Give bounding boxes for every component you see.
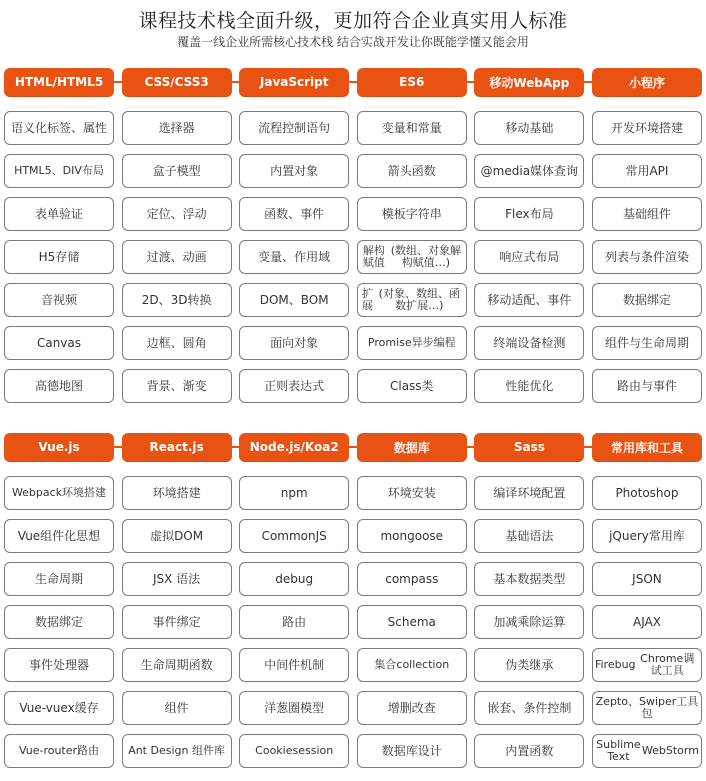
topic-cell: [239, 734, 349, 768]
topic-text: 编译环境配置: [493, 486, 566, 500]
topic-cell: [357, 562, 467, 596]
topic-cell: [474, 519, 584, 553]
topic-cell: [239, 691, 349, 725]
topic-cell: [474, 562, 584, 596]
topic-cell: [239, 369, 349, 403]
topic-cell: [357, 197, 467, 231]
topic-cell: [474, 111, 584, 145]
topic-cell: [474, 605, 584, 639]
topic-text: Photoshop: [615, 486, 679, 500]
topic-cell: [357, 648, 467, 682]
topic-cell: [122, 369, 232, 403]
topic-cell: [357, 154, 467, 188]
topic-cell: [239, 111, 349, 145]
topic-text: Ant Design 组件库: [128, 744, 225, 757]
topic-cell: [4, 605, 114, 639]
topic-cell: [592, 605, 702, 639]
topic-text: Vue组件化思想: [17, 529, 101, 543]
topic-cell: [239, 476, 349, 510]
grid-row: [4, 154, 702, 188]
topic-text: 过渡、动画: [146, 250, 207, 264]
topic-cell: [474, 734, 584, 768]
topic-text: 开发环境搭建: [610, 121, 683, 135]
topic-text: AJAX: [632, 615, 661, 629]
topic-text: 盒子模型: [152, 164, 201, 178]
page-title: 课程技术栈全面升级，更加符合企业真实用人标准: [138, 10, 568, 32]
topic-text: 路由与事件: [616, 379, 677, 393]
column-header: ES6: [357, 68, 467, 96]
topic-cell: [592, 562, 702, 596]
topic-cell: [357, 734, 467, 768]
topic-text: 正则表达式: [264, 379, 325, 393]
grid-row: [4, 691, 702, 725]
header-row: [4, 68, 702, 96]
topic-text: 加减乘除运算: [493, 615, 566, 629]
topic-text: 选择器: [158, 121, 195, 135]
topic-text: 箭头函数: [387, 164, 436, 178]
topic-text: 环境搭建: [152, 486, 201, 500]
topic-cell: [239, 240, 349, 274]
topic-text: 内置函数: [505, 744, 554, 758]
topic-cell: [474, 369, 584, 403]
topic-text: Cookie: [255, 744, 293, 757]
topic-cell: [122, 734, 232, 768]
column-header: 数据库: [357, 433, 467, 461]
topic-text: 面向对象: [270, 336, 319, 350]
topic-cell: [122, 476, 232, 510]
header-connector: [114, 446, 122, 448]
column-header: 小程序: [592, 68, 702, 96]
grid-row: [4, 326, 702, 360]
topic-text: Webpack环境搭建: [11, 486, 107, 499]
header-row: [4, 433, 702, 461]
topic-cell: [239, 283, 349, 317]
topic-text: 环境安装: [387, 486, 436, 500]
topic-text: Zepto、Swiper工具包: [595, 695, 699, 720]
topic-text: 中间件机制: [264, 658, 325, 672]
topic-cell: [239, 605, 349, 639]
topic-text: Schema: [387, 615, 436, 629]
grid-row: [4, 519, 702, 553]
topic-cell: [592, 519, 702, 553]
topic-cell: [592, 283, 702, 317]
topic-text: 事件处理器: [28, 658, 89, 672]
topic-cell: [4, 326, 114, 360]
topic-cell: [122, 283, 232, 317]
topic-text: 列表与条件渲染: [604, 250, 689, 264]
grid-row: [4, 648, 702, 682]
topic-text: 生命周期函数: [140, 658, 213, 672]
topic-text: JSX 语法: [152, 572, 201, 586]
topic-cell: [474, 648, 584, 682]
topic-text: Class类: [389, 379, 434, 393]
column-header: Sass: [474, 433, 584, 461]
header-connector: [114, 81, 122, 83]
column-header: JavaScript: [239, 68, 349, 96]
topic-cell: [4, 648, 114, 682]
topic-text: HTML5、DIV布局: [14, 164, 104, 177]
topic-text: 伪类继承: [505, 658, 554, 672]
topic-text: Flex布局: [505, 207, 554, 221]
topic-text: compass: [385, 572, 439, 586]
topic-cell: [474, 240, 584, 274]
grid-row: [4, 476, 702, 510]
topic-cell: [239, 562, 349, 596]
topic-cell: [592, 111, 702, 145]
topic-text: 洋葱圈模型: [264, 701, 325, 715]
topic-cell: [592, 197, 702, 231]
topic-cell: [4, 691, 114, 725]
topic-text: 嵌套、条件控制: [487, 701, 572, 715]
topic-text: Vue-vuex缓存: [19, 701, 99, 715]
grid-row: [4, 605, 702, 639]
header-connector: [467, 81, 475, 83]
topic-text: 基本数据类型: [493, 572, 566, 586]
topic-text: 变量、作用域: [258, 250, 331, 264]
topic-text: 高德地图: [34, 379, 83, 393]
topic-text: 移动基础: [505, 121, 554, 135]
topic-cell: [592, 734, 702, 768]
topic-text: 数据库设计: [381, 744, 442, 758]
topic-text: @media媒体查询: [480, 164, 579, 178]
grid-row: [4, 734, 702, 768]
topic-cell: [474, 476, 584, 510]
topic-text: session: [292, 744, 334, 757]
column-header: 移动WebApp: [474, 68, 584, 96]
topic-text: 集合collection: [374, 658, 450, 671]
topic-text: 定位、浮动: [146, 207, 207, 221]
header-connector: [584, 446, 592, 448]
topic-cell: [474, 283, 584, 317]
topic-text: 边框、圆角: [146, 336, 207, 350]
topic-cell: [357, 326, 467, 360]
topic-cell: [239, 197, 349, 231]
topic-cell: [122, 154, 232, 188]
topic-text: CommonJS: [261, 529, 327, 543]
topic-text: jQuery常用库: [609, 529, 685, 543]
topic-text: 解构赋值: [362, 244, 385, 269]
topic-cell: [122, 326, 232, 360]
topic-cell: [592, 240, 702, 274]
topic-text: 路由: [282, 615, 307, 629]
topic-text: 音视频: [40, 293, 77, 307]
column-header: React.js: [122, 433, 232, 461]
topic-cell: [592, 691, 702, 725]
topic-cell: [4, 369, 114, 403]
header-connector: [232, 81, 240, 83]
topic-cell: [122, 111, 232, 145]
column-header: 常用库和工具: [592, 433, 702, 461]
topic-cell: [357, 691, 467, 725]
topic-text: 数据绑定: [622, 293, 671, 307]
topic-text: 移动适配、事件: [487, 293, 572, 307]
topic-text: 基础组件: [622, 207, 671, 221]
topic-cell: [592, 369, 702, 403]
topic-cell: [122, 197, 232, 231]
topic-text: Sublime Text: [596, 738, 641, 763]
column-header: Node.js/Koa2: [239, 433, 349, 461]
topic-text: 事件绑定: [152, 615, 201, 629]
topic-cell: [592, 648, 702, 682]
grid-row: [4, 197, 702, 231]
column-header: Vue.js: [4, 433, 114, 461]
topic-cell: [474, 326, 584, 360]
grid-row: [4, 369, 702, 403]
topic-cell: [592, 154, 702, 188]
column-header: HTML/HTML5: [4, 68, 114, 96]
topic-cell: [4, 111, 114, 145]
header-connector: [467, 446, 475, 448]
topic-text: 变量和常量: [381, 121, 442, 135]
topic-text: 流程控制语句: [258, 121, 331, 135]
topic-text: 增删改查: [387, 701, 436, 715]
topic-cell: [357, 476, 467, 510]
topic-cell: [239, 519, 349, 553]
topic-text: 内置对象: [270, 164, 319, 178]
topic-text: (对象、数组、函数扩展…): [378, 287, 460, 312]
header-connector: [232, 446, 240, 448]
topic-text: 扩展: [361, 287, 373, 312]
topic-cell: [474, 691, 584, 725]
topic-cell: [239, 326, 349, 360]
topic-cell: [239, 154, 349, 188]
topic-text: 生命周期: [34, 572, 83, 586]
topic-cell: [239, 648, 349, 682]
topic-cell: [592, 326, 702, 360]
grid-row: [4, 111, 702, 145]
topic-cell: [592, 476, 702, 510]
topic-text: DOM、BOM: [259, 293, 329, 307]
topic-cell: [122, 691, 232, 725]
topic-text: 表单验证: [34, 207, 83, 221]
topic-text: 响应式布局: [499, 250, 560, 264]
topic-cell: [122, 519, 232, 553]
header-connector: [584, 81, 592, 83]
topic-cell: [357, 283, 467, 317]
topic-text: Firebug: [594, 658, 636, 671]
tech-stack-grid-advanced: [4, 433, 702, 777]
topic-text: Promise异步编程: [367, 336, 456, 349]
topic-cell: [474, 197, 584, 231]
topic-cell: [4, 283, 114, 317]
topic-cell: [122, 562, 232, 596]
header-connector: [349, 446, 357, 448]
topic-cell: [474, 154, 584, 188]
topic-cell: [4, 734, 114, 768]
topic-text: WebStorm: [641, 744, 699, 757]
column-header: CSS/CSS3: [122, 68, 232, 96]
topic-text: Vue-router路由: [18, 744, 100, 757]
topic-cell: [4, 562, 114, 596]
topic-text: JSON: [632, 572, 662, 586]
topic-text: 性能优化: [505, 379, 554, 393]
topic-text: 组件与生命周期: [604, 336, 689, 350]
topic-text: 函数、事件: [264, 207, 325, 221]
grid-row: [4, 562, 702, 596]
topic-cell: [122, 240, 232, 274]
topic-text: Chrome调试工具: [640, 652, 695, 677]
topic-text: 背景、渐变: [146, 379, 207, 393]
topic-text: 常用API: [625, 164, 669, 178]
topic-cell: [4, 197, 114, 231]
topic-text: H5存储: [38, 250, 80, 264]
topic-text: 数据绑定: [34, 615, 83, 629]
topic-cell: [357, 240, 467, 274]
topic-cell: [4, 240, 114, 274]
topic-cell: [357, 111, 467, 145]
tech-stack-grid-front: [4, 68, 702, 412]
topic-text: 基础语法: [505, 529, 554, 543]
topic-text: 虚拟DOM: [150, 529, 204, 543]
topic-cell: [122, 648, 232, 682]
topic-cell: [4, 154, 114, 188]
topic-text: mongoose: [380, 529, 444, 543]
topic-cell: [357, 369, 467, 403]
topic-text: debug: [275, 572, 314, 586]
topic-cell: [4, 476, 114, 510]
header-connector: [349, 81, 357, 83]
topic-text: 模板字符串: [381, 207, 442, 221]
topic-cell: [4, 519, 114, 553]
grid-row: [4, 240, 702, 274]
topic-cell: [122, 605, 232, 639]
topic-text: 终端设备检测: [493, 336, 566, 350]
topic-text: npm: [280, 486, 308, 500]
topic-text: 语义化标签、属性: [10, 121, 107, 135]
topic-text: Canvas: [36, 336, 82, 350]
topic-cell: [357, 605, 467, 639]
topic-text: 组件: [164, 701, 189, 715]
topic-text: (数组、对象解构赋值…): [390, 244, 461, 269]
page-subtitle: 覆盖一线企业所需核心技术栈 结合实战开发让你既能学懂又能会用: [177, 35, 529, 49]
topic-text: 2D、3D转换: [141, 293, 212, 307]
topic-cell: [357, 519, 467, 553]
grid-row: [4, 283, 702, 317]
